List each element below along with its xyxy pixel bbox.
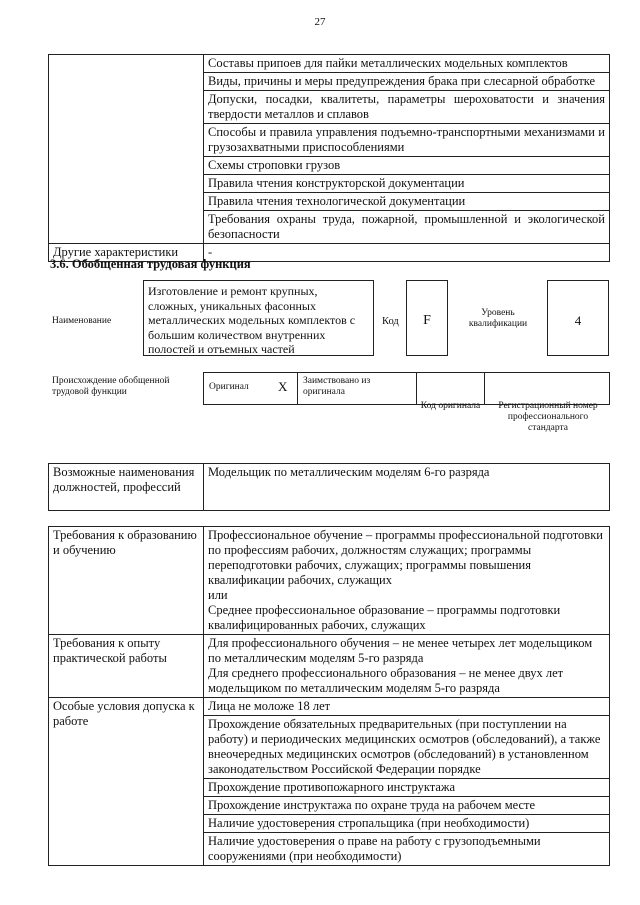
- professions-label: Возможные наименования должностей, профессий: [49, 464, 204, 511]
- knowledge-item: Способы и правила управления подъемно-транспортными механизмами и грузозахватными приспособлениями: [204, 124, 610, 157]
- original-label: Оригинал: [209, 382, 249, 392]
- reg-number-label: Регистрационный номер профессионального стандарта: [498, 401, 598, 433]
- knowledge-item: Виды, причины и меры предупреждения брака при слесарной обработке: [204, 73, 610, 91]
- section-title: 3.6. Обобщенная трудовая функция: [50, 257, 251, 271]
- knowledge-item: Требования охраны труда, пожарной, промышленной и экологической безопасности: [204, 211, 610, 244]
- knowledge-item: Схемы строповки грузов: [204, 157, 610, 175]
- education-value: Профессиональное обучение – программы профессиональной подготовки по профессиям рабочих, должностям служащих; программы переподготовки рабочих, служащих; программы повышения квалификации рабочих, служащих: [208, 528, 603, 587]
- knowledge-item: Составы припоев для пайки металлических модельных комплектов: [204, 55, 610, 73]
- special-item: Лица не моложе 18 лет: [204, 698, 610, 716]
- knowledge-item: Правила чтения конструкторской документации: [204, 175, 610, 193]
- professions-value: Модельщик по металлическим моделям 6-го разряда: [204, 464, 610, 511]
- education-or: или: [208, 588, 228, 602]
- function-name-box: [143, 280, 374, 356]
- education-label: Требования к образованию и обучению: [49, 527, 204, 635]
- special-item: Наличие удостоверения о праве на работу с грузоподъемными сооружениями (при необходимости): [204, 833, 610, 866]
- level-value: 4: [574, 313, 582, 328]
- borrowed-label: Заимствовано из оригинала: [303, 376, 371, 397]
- level-label: Уровень квалификации: [468, 308, 528, 329]
- code-label: Код: [382, 316, 399, 327]
- knowledge-item: Правила чтения технологической документации: [204, 193, 610, 211]
- experience-value-1: Для профессионального обучения – не менее четырех лет модельщиком по металлическим моделям 5-го разряда: [208, 636, 593, 665]
- code-original-label: Код оригинала: [420, 401, 481, 411]
- requirements-table: [48, 526, 610, 866]
- special-item: Прохождение противопожарного инструктажа: [204, 779, 610, 797]
- code-value: F: [423, 313, 431, 328]
- name-label: Наименование: [52, 316, 112, 326]
- code-box: [406, 280, 448, 356]
- special-item: Прохождение инструктажа по охране труда на рабочем месте: [204, 797, 610, 815]
- other-characteristics-label: Другие характеристики: [49, 244, 204, 262]
- original-mark: X: [278, 379, 288, 394]
- special-item: Прохождение обязательных предварительных (при поступлении на работу) и периодических медицинских осмотров (обследований), а также внеочередных медицинских осмотров (обследований) в установленном законодательством Российской Федерации порядке: [204, 716, 610, 779]
- special-item: Наличие удостоверения стропальщика (при необходимости): [204, 815, 610, 833]
- level-box: [547, 280, 609, 356]
- special-conditions-label: Особые условия допуска к работе: [49, 698, 204, 866]
- other-characteristics-value: -: [204, 244, 610, 262]
- knowledge-table: [48, 54, 610, 262]
- function-name-value: Изготовление и ремонт крупных, сложных, уникальных фасонных металлических модельных комплектов с большим количеством внутренних полостей и отъемных частей: [148, 284, 356, 356]
- origin-label: Происхождение обобщенной трудовой функции: [52, 376, 170, 397]
- professions-table: [48, 463, 610, 511]
- original-box: [203, 372, 298, 405]
- education-cell: [204, 527, 610, 635]
- experience-value-2: Для среднего профессионального образования – не менее двух лет модельщиком по металлическим моделям 5-го разряда: [208, 666, 564, 695]
- knowledge-item: Допуски, посадки, квалитеты, параметры шероховатости и значения твердости металлов и сплавов: [204, 91, 610, 124]
- experience-cell: [204, 635, 610, 698]
- page-number: 27: [314, 16, 326, 28]
- education-value-2: Среднее профессиональное образование – программы подготовки квалифицированных рабочих, служащих: [208, 603, 561, 632]
- experience-label: Требования к опыту практической работы: [49, 635, 204, 698]
- empty-cell: [49, 55, 204, 244]
- borrowed-box: [297, 372, 417, 405]
